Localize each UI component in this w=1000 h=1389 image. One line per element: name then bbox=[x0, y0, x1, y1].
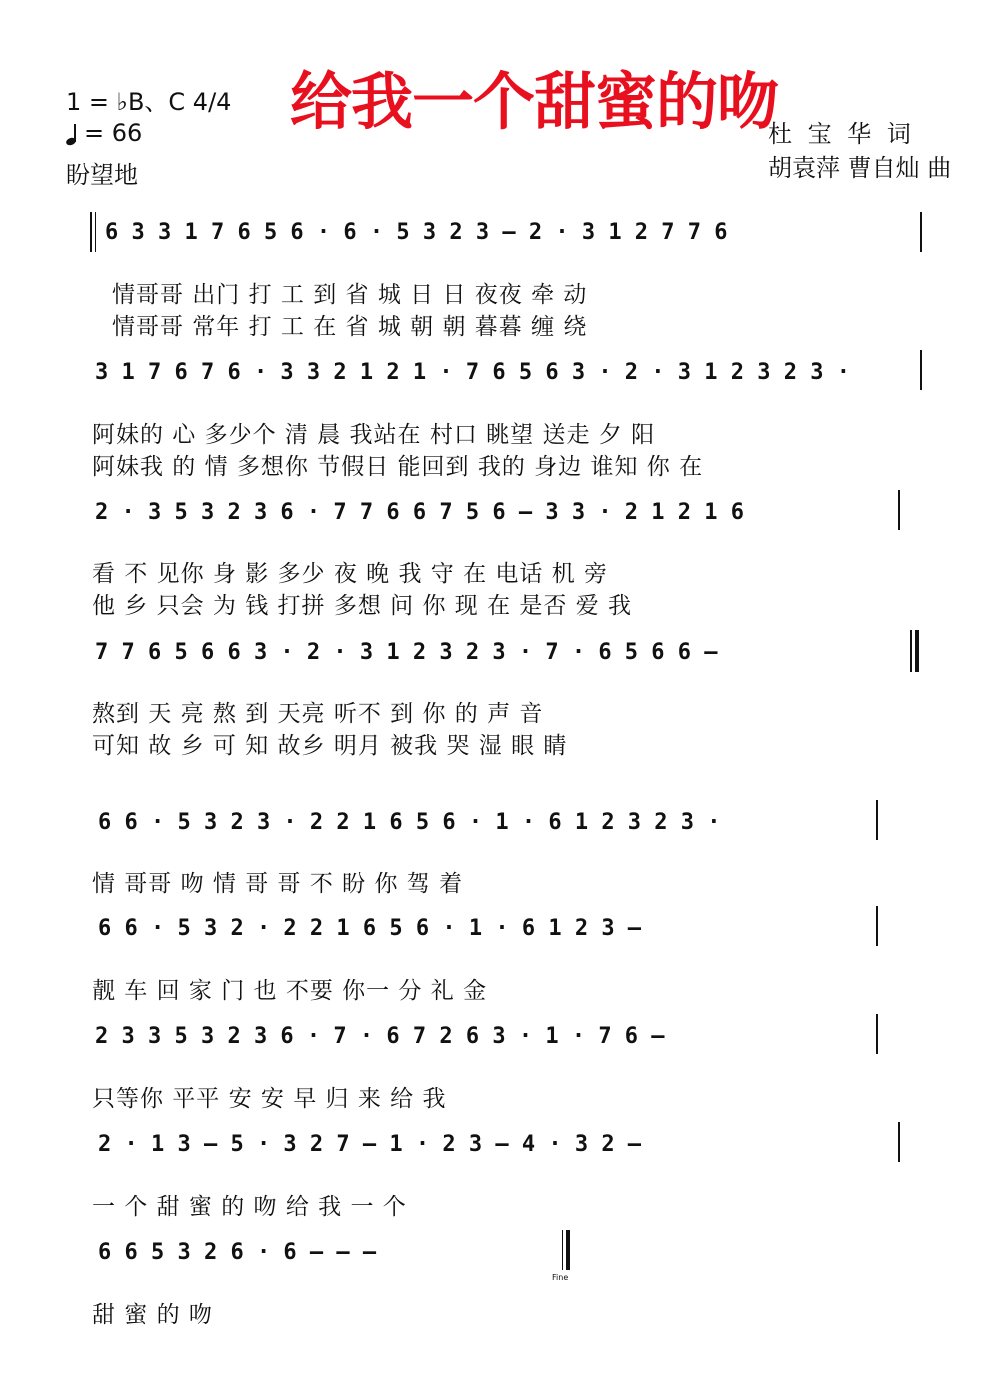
repeat-start-barline bbox=[90, 212, 92, 252]
notation-line-6: 6 6 · 5 3 2 · 2 2 1 6 5 6 · 1 · 6 1 2 3 — bbox=[98, 916, 642, 941]
lyrics-line-9: 甜 蜜 的 吻 bbox=[92, 1302, 213, 1328]
expression-marking: 盼望地 bbox=[66, 161, 138, 189]
quarter-note-icon bbox=[66, 123, 78, 145]
repeat-end-barline-thin bbox=[910, 630, 912, 672]
lyrics-line-5: 情 哥哥 吻 情 哥 哥 不 盼 你 驾 着 bbox=[92, 871, 464, 897]
lyrics-line-8: 一 个 甜 蜜 的 吻 给 我 一 个 bbox=[92, 1194, 407, 1220]
final-barline-thin bbox=[562, 1230, 563, 1270]
song-title: 给我一个甜蜜的吻 bbox=[290, 65, 779, 138]
notation-line-3: 2 · 3 5 3 2 3 6 · 7 7 6 6 7 5 6 — 3 3 · 2 1 2 1 6 bbox=[95, 500, 745, 525]
barline bbox=[876, 906, 878, 946]
notation-line-8: 2 · 1 3 — 5 · 3 2 7 — 1 · 2 3 — 4 · 3 2 — bbox=[98, 1132, 642, 1157]
composer-credit: 胡袁萍 曹自灿 曲 bbox=[768, 154, 952, 182]
final-barline bbox=[566, 1230, 570, 1270]
repeat-start-barline-thin bbox=[95, 212, 96, 252]
barline bbox=[920, 212, 922, 252]
fine-marking: Fine bbox=[552, 1273, 569, 1282]
lyrics-line-1-verse-2: 情哥哥 常年 打 工 在 省 城 朝 朝 暮暮 缠 绕 bbox=[112, 314, 588, 340]
lyrics-line-4-verse-2: 可知 故 乡 可 知 故乡 明月 被我 哭 湿 眼 睛 bbox=[92, 733, 568, 759]
notation-line-1: 6 3 3 1 7 6 5 6 · 6 · 5 3 2 3 — 2 · 3 1 2 7 7 6 bbox=[105, 220, 728, 245]
lyrics-line-4-verse-1: 熬到 天 亮 熬 到 天亮 听不 到 你 的 声 音 bbox=[92, 701, 544, 727]
lyrics-line-2-verse-1: 阿妹的 心 多少个 清 晨 我站在 村口 眺望 送走 夕 阳 bbox=[92, 422, 656, 448]
notation-line-7: 2 3 3 5 3 2 3 6 · 7 · 6 7 2 6 3 · 1 · 7 6 — bbox=[95, 1024, 665, 1049]
repeat-end-barline bbox=[915, 630, 919, 672]
barline bbox=[898, 1122, 900, 1162]
lyrics-line-3-verse-2: 他 乡 只会 为 钱 打拼 多想 问 你 现 在 是否 爱 我 bbox=[92, 593, 633, 619]
notation-line-4: 7 7 6 5 6 6 3 · 2 · 3 1 2 3 2 3 · 7 · 6 5 6 6 — bbox=[95, 640, 718, 665]
key-signature: 1 = ♭B、C 4/4 bbox=[66, 88, 232, 116]
tempo-marking bbox=[66, 119, 142, 147]
lyrics-line-2-verse-2: 阿妹我 的 情 多想你 节假日 能回到 我的 身边 谁知 你 在 bbox=[92, 454, 704, 480]
lyricist-credit: 杜 宝 华 词 bbox=[768, 120, 915, 148]
notation-line-9: 6 6 5 3 2 6 · 6 — — — bbox=[98, 1240, 377, 1265]
notation-line-5: 6 6 · 5 3 2 3 · 2 2 1 6 5 6 · 1 · 6 1 2 3 2 3 · bbox=[98, 810, 721, 835]
lyrics-line-6: 靓 车 回 家 门 也 不要 你一 分 礼 金 bbox=[92, 978, 488, 1004]
notation-line-2: 3 1 7 6 7 6 · 3 3 2 1 2 1 · 7 6 5 6 3 · 2 · 3 1 2 3 2 3 · bbox=[95, 360, 850, 385]
lyrics-line-1-verse-1: 情哥哥 出门 打 工 到 省 城 日 日 夜夜 牵 动 bbox=[112, 282, 588, 308]
tempo-value: = 66 bbox=[84, 119, 143, 147]
lyrics-line-3-verse-1: 看 不 见你 身 影 多少 夜 晚 我 守 在 电话 机 旁 bbox=[92, 561, 609, 587]
lyrics-line-7: 只等你 平平 安 安 早 归 来 给 我 bbox=[92, 1086, 447, 1112]
barline bbox=[898, 490, 900, 530]
barline bbox=[876, 1014, 878, 1054]
barline bbox=[876, 800, 878, 840]
barline bbox=[920, 350, 922, 390]
